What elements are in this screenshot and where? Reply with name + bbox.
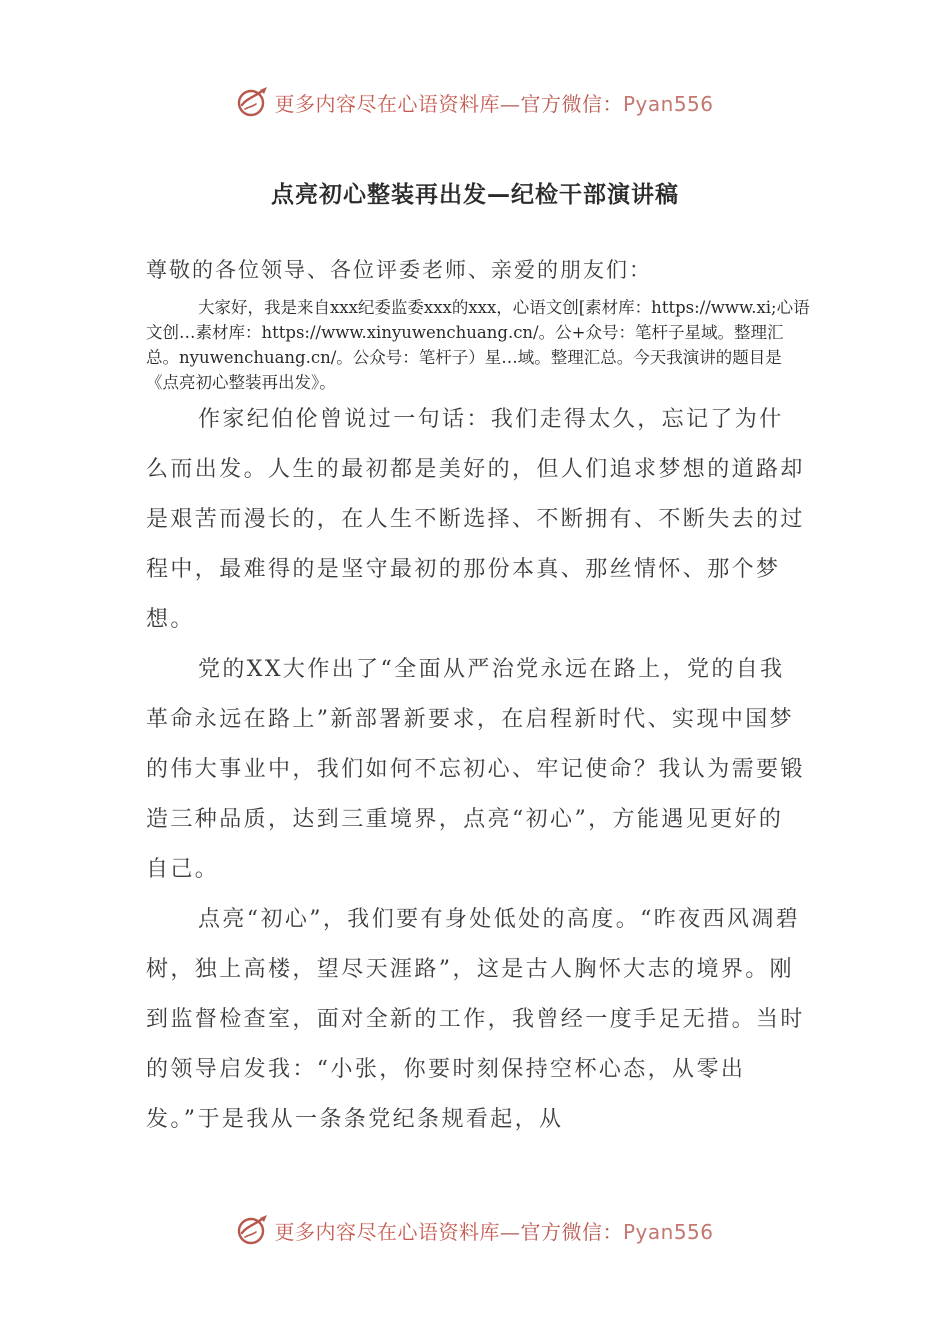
intro-paragraph: 大家好，我是来自xxx纪委监委xxx的xxx，心语文创[素材库：https://www.xi;心语文创…素材库：https://www.xinyuwenchuang.cn/。公+众号：笔杆子星域。整理汇总。nyuwenchuang.cn/。公众号：笔杆子）星…域。整理汇总。今天我演讲的题目是《点亮初心整装再出发》。 [146,298,810,392]
header-banner [0,80,950,124]
banner-brand: 更多内容尽在心语资料库 [274,91,500,116]
banner-brand: 更多内容尽在心语资料库 [274,1219,500,1244]
body-paragraph: 党的XX大作出了“全面从严治党永远在路上，党的自我革命永远在路上”新部署新要求，在启程新时代、实现中国梦的伟大事业中，我们如何不忘初心、牢记使命？我认为需要锻造三种品质，达到三重境界，点亮“初心”，方能遇见更好的自己。 [146,657,805,882]
banner-dash: — [499,1219,521,1244]
document-title: 点亮初心整装再出发—纪检干部演讲稿 [271,182,679,208]
document-body [146,395,806,1145]
body-paragraph: 点亮“初心”，我们要有身处低处的高度。“昨夜西风凋碧树，独上高楼，望尽天涯路”，这是古人胸怀大志的境界。刚到监督检查室，面对全新的工作，我曾经一度手足无措。当时的领导启发我：“小张，你要时刻保持空杯心态，从零出发。”于是我从一条条党纪条规看起，从 [146,907,805,1132]
banner-contact-label: 官方微信： [520,91,623,116]
footer-banner [0,1208,950,1252]
banner-wechat-handle: Pyan556 [622,91,714,116]
banner-contact-label: 官方微信： [520,1219,623,1244]
banner-wechat-handle: Pyan556 [622,1219,714,1244]
banner-dash: — [499,91,521,116]
salutation: 尊敬的各位领导、各位评委老师、亲爱的朋友们： [146,258,652,282]
pen-logo-icon [236,85,270,119]
body-paragraph: 作家纪伯伦曾说过一句话：我们走得太久，忘记了为什么而出发。人生的最初都是美好的，但人们追求梦想的道路却是艰苦而漫长的，在人生不断选择、不断拥有、不断失去的过程中，最难得的是坚守最初的那份本真、那丝情怀、那个梦想。 [146,407,805,632]
banner-text [274,1216,713,1245]
banner-text [274,88,713,117]
pen-logo-icon [236,1213,270,1247]
